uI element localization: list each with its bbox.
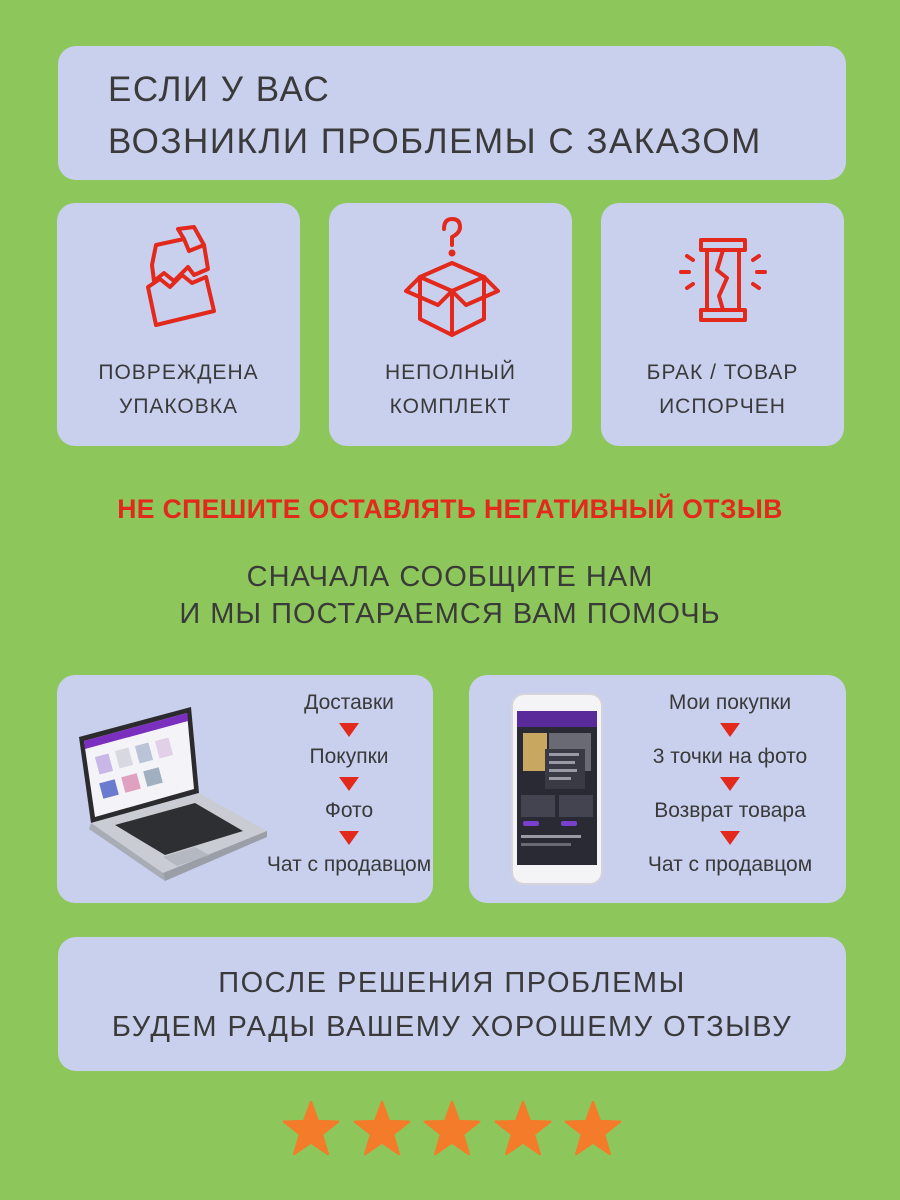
desktop-instructions-card: [57, 675, 433, 903]
problem-label-line-2: КОМПЛЕКТ: [389, 395, 512, 418]
problem-label-line-1: ПОВРЕЖДЕНА: [98, 361, 259, 384]
header-line-2: ВОЗНИКЛИ ПРОБЛЕМЫ С ЗАКАЗОМ: [108, 122, 762, 161]
star-icon: [564, 1100, 622, 1156]
footer-card: [58, 937, 846, 1071]
phone-image: [511, 693, 603, 885]
problem-label-line-2: ИСПОРЧЕН: [659, 395, 786, 418]
star-icon: [494, 1100, 552, 1156]
star-icon: [282, 1100, 340, 1156]
broken-glass-icon: [601, 215, 844, 345]
step-label: Доставки: [304, 691, 394, 714]
step-label: Мои покупки: [668, 691, 792, 714]
arrow-down-icon: [720, 831, 740, 845]
problem-label-line-1: БРАК / ТОВАР: [646, 361, 799, 384]
advice-line-2: И МЫ ПОСТАРАЕМСЯ ВАМ ПОМОЧЬ: [179, 598, 721, 630]
step-label: Покупки: [309, 745, 389, 768]
step-label: Чат с продавцом: [647, 853, 813, 876]
problem-label-line-2: УПАКОВКА: [118, 395, 239, 418]
step-label: 3 точки на фото: [652, 745, 808, 768]
star-icon: [423, 1100, 481, 1156]
arrow-down-icon: [339, 831, 359, 845]
footer-line-2: БУДЕМ РАДЫ ВАШЕМУ ХОРОШЕМУ ОТЗЫВУ: [111, 1011, 793, 1043]
desktop-steps: [265, 689, 433, 879]
rating-stars: [282, 1100, 622, 1160]
problem-card-damaged-package: [57, 203, 300, 446]
step-label: Чат с продавцом: [266, 853, 432, 876]
arrow-down-icon: [339, 723, 359, 737]
warning-text: НЕ СПЕШИТЕ ОСТАВЛЯТЬ НЕГАТИВНЫЙ ОТЗЫВ: [117, 494, 783, 524]
box-question-icon: [329, 215, 572, 345]
problem-card-defect: [601, 203, 844, 446]
header-card: [58, 46, 846, 180]
advice-line-1: СНАЧАЛА СООБЩИТЕ НАМ: [246, 561, 654, 593]
damaged-package-icon: [57, 215, 300, 345]
arrow-down-icon: [720, 777, 740, 791]
problem-label-line-1: НЕПОЛНЫЙ: [385, 361, 516, 384]
step-label: Возврат товара: [654, 799, 806, 822]
star-icon: [353, 1100, 411, 1156]
mobile-steps: [629, 689, 831, 879]
arrow-down-icon: [339, 777, 359, 791]
step-label: Фото: [324, 799, 374, 822]
mobile-instructions-card: [469, 675, 846, 903]
footer-line-1: ПОСЛЕ РЕШЕНИЯ ПРОБЛЕМЫ: [218, 967, 686, 999]
laptop-image: [67, 689, 272, 889]
arrow-down-icon: [720, 723, 740, 737]
header-line-1: ЕСЛИ У ВАС: [108, 70, 331, 109]
problem-card-incomplete-set: [329, 203, 572, 446]
